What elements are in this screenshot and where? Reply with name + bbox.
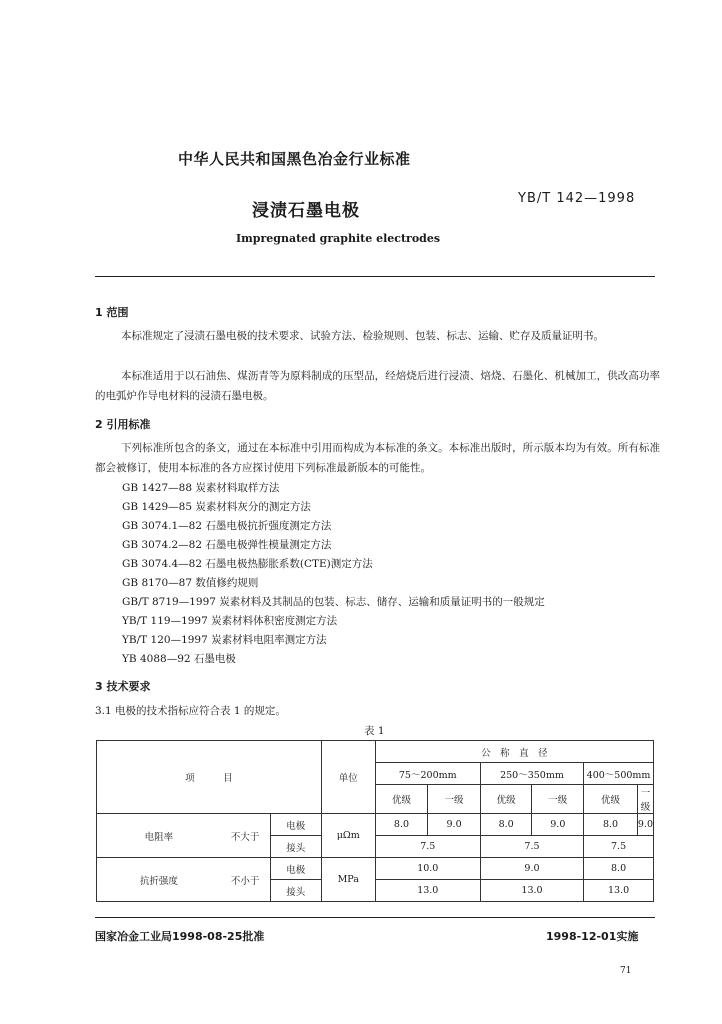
size-range: 250～350mm	[480, 763, 583, 785]
grade-premium: 优级	[375, 785, 428, 814]
reference-item: GB/T 8719—1997 炭素材料及其制品的包装、标志、储存、运输和质量证明书的一般规定	[122, 596, 545, 608]
table-cell: 7.5	[375, 836, 480, 858]
section-2-paragraph: 下列标准所包含的条文，通过在本标准中引用而构成为本标准的条文。本标准出版时，所示版本均为有效。所有标准都会被修订，使用本标准的各方应探讨使用下列标准最新版本的可能性。	[95, 442, 660, 474]
reference-item: YB/T 119—1997 炭素材料体积密度测定方法	[122, 615, 338, 627]
grade-first: 一级	[532, 785, 584, 814]
table-row	[97, 814, 654, 836]
table-caption: 表 1	[364, 725, 385, 737]
technical-spec-table	[96, 740, 654, 902]
issuing-organization: 中华人民共和国黑色冶金行业标准	[178, 150, 411, 168]
part-electrode: 电极	[270, 814, 321, 836]
size-range: 75～200mm	[375, 763, 480, 785]
table-cell: 10.0	[375, 858, 480, 880]
standard-title: 浸渍石墨电极	[252, 201, 360, 221]
table-cell: 8.0	[584, 858, 654, 880]
header-nominal-diameter: 公 称 直 径	[375, 741, 653, 763]
reference-item: YB 4088—92 石墨电极	[122, 653, 236, 665]
section-3-heading: 3 技术要求	[95, 680, 151, 693]
standard-title-english: Impregnated graphite electrodes	[236, 232, 441, 245]
grade-first: 一级	[428, 785, 481, 814]
table-cell: 13.0	[480, 880, 583, 902]
table-cell: 9.0	[637, 814, 653, 836]
table-cell: 7.5	[584, 836, 654, 858]
reference-item: GB 3074.2—82 石墨电极弹性模量测定方法	[122, 539, 332, 551]
row-flexural-strength-name: 抗折强度	[97, 858, 221, 902]
approval-statement: 国家冶金工业局1998-08-25批准	[95, 930, 265, 943]
part-electrode: 电极	[270, 858, 321, 880]
page-number: 71	[620, 966, 632, 976]
part-nipple: 接头	[270, 880, 321, 902]
grade-premium: 优级	[480, 785, 532, 814]
header-item: 项 目	[97, 741, 322, 814]
table-row	[97, 858, 654, 880]
header-divider	[95, 276, 655, 277]
grade-premium: 优级	[584, 785, 638, 814]
reference-item: GB 1427—88 炭素材料取样方法	[122, 482, 280, 494]
table-cell: 7.5	[480, 836, 583, 858]
reference-item: GB 3074.1—82 石墨电极抗折强度测定方法	[122, 520, 332, 532]
table-cell: 13.0	[584, 880, 654, 902]
size-range: 400～500mm	[584, 763, 654, 785]
row-flexural-strength-unit: MPa	[321, 858, 375, 902]
grade-first: 一级	[637, 785, 653, 814]
clause-3-1: 3.1 电极的技术指标应符合表 1 的规定。	[95, 705, 286, 717]
row-resistivity-name: 电阻率	[97, 814, 221, 858]
table-cell: 9.0	[428, 814, 481, 836]
reference-item: GB 8170—87 数值修约规则	[122, 577, 259, 589]
standard-code: YB/T 142—1998	[518, 191, 636, 206]
section-1-paragraph-1: 本标准规定了浸渍石墨电极的技术要求、试验方法、检验规则、包装、标志、运输、贮存及质量证明书。	[121, 330, 604, 342]
effective-date: 1998-12-01实施	[546, 930, 639, 943]
reference-item: GB 3074.4—82 石墨电极热膨胀系数(CTE)测定方法	[122, 558, 373, 570]
section-2-heading: 2 引用标准	[95, 418, 151, 431]
part-nipple: 接头	[270, 836, 321, 858]
header-unit: 单位	[321, 741, 375, 814]
reference-item: YB/T 120—1997 炭素材料电阻率测定方法	[122, 634, 327, 646]
table-cell: 13.0	[375, 880, 480, 902]
table-row	[97, 741, 654, 763]
table-cell: 8.0	[480, 814, 532, 836]
row-resistivity-unit: μΩm	[321, 814, 375, 858]
reference-item: GB 1429—85 炭素材料灰分的测定方法	[122, 501, 311, 513]
section-1-heading: 1 范围	[95, 306, 129, 319]
table-cell: 8.0	[584, 814, 638, 836]
row-flexural-strength-condition: 不小于	[221, 858, 270, 902]
table-cell: 9.0	[532, 814, 584, 836]
table-cell: 8.0	[375, 814, 428, 836]
table-cell: 9.0	[480, 858, 583, 880]
footer-divider	[95, 917, 655, 918]
section-1-paragraph-2: 本标准适用于以石油焦、煤沥青等为原料制成的压型品，经焙烧后进行浸渍、焙烧、石墨化、机械加工，供改高功率的电弧炉作导电材料的浸渍石墨电极。	[95, 370, 660, 402]
row-resistivity-condition: 不大于	[221, 814, 270, 858]
